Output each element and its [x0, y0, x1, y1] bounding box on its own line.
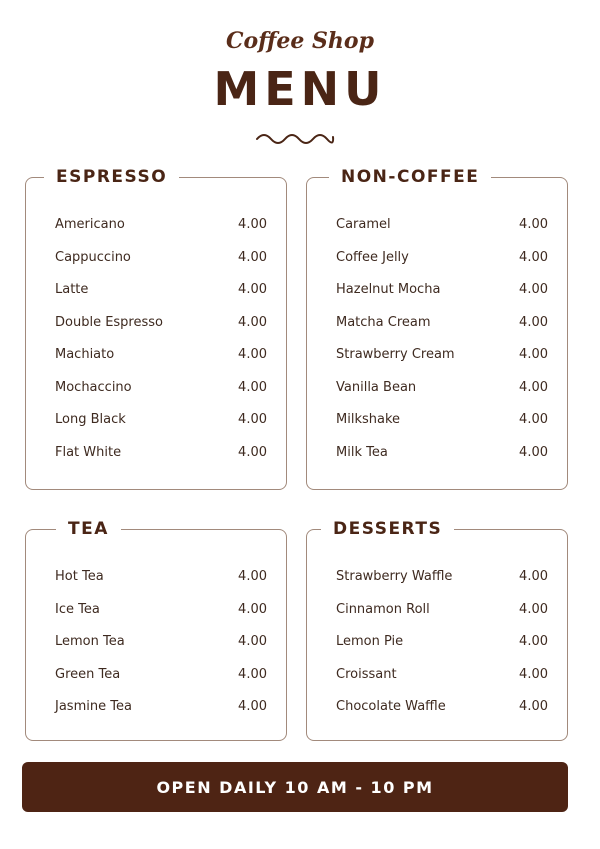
menu-item-name: Lemon Tea [55, 634, 125, 649]
menu-item-name: Latte [55, 282, 89, 297]
menu-item [336, 665, 548, 685]
menu-item [55, 248, 267, 268]
menu-item-name: Cinnamon Roll [336, 601, 430, 617]
menu-item-price: 4.00 [519, 347, 548, 362]
menu-item-name: Machiato [55, 347, 115, 362]
menu-item [55, 665, 267, 685]
menu-item-price: 4.00 [238, 347, 267, 362]
menu-item-price: 4.00 [238, 666, 267, 682]
menu-item-price: 4.00 [519, 601, 548, 617]
menu-item [55, 410, 267, 430]
menu-item-name: Chocolate Waffle [336, 699, 446, 714]
menu-item-name: Strawberry Cream [336, 347, 455, 362]
menu-item-price: 4.00 [238, 569, 267, 584]
menu-item-name: Milk Tea [336, 444, 388, 460]
menu-item-price: 4.00 [238, 249, 267, 265]
menu-item [336, 567, 548, 587]
menu-item [55, 280, 267, 300]
menu-item-name: Strawberry Waffle [336, 569, 453, 584]
menu-item [336, 378, 548, 398]
menu-item-name: Ice Tea [55, 601, 100, 617]
section-desserts [306, 519, 568, 741]
wave-divider-icon [255, 130, 335, 144]
menu-item-name: Lemon Pie [336, 634, 404, 649]
menu-item-price: 4.00 [519, 699, 548, 714]
menu-item-name: Green Tea [55, 666, 121, 682]
menu-item-price: 4.00 [519, 217, 548, 232]
menu-item-name: Flat White [55, 444, 122, 460]
menu-item [55, 632, 267, 652]
menu-item-price: 4.00 [238, 699, 267, 714]
menu-item [55, 313, 267, 333]
menu-item [55, 378, 267, 398]
menu-item [55, 443, 267, 463]
menu-item [336, 313, 548, 333]
menu-item [55, 567, 267, 587]
menu-item-price: 4.00 [519, 314, 548, 330]
menu-item-name: Coffee Jelly [336, 249, 409, 265]
menu-item-price: 4.00 [238, 412, 267, 427]
menu-item [336, 248, 548, 268]
section-title: NON-COFFEE [329, 166, 491, 188]
menu-item-price: 4.00 [238, 314, 267, 330]
menu-item-name: Jasmine Tea [55, 699, 132, 714]
menu-item-price: 4.00 [238, 634, 267, 649]
menu-item [336, 345, 548, 365]
menu-item [336, 410, 548, 430]
section-non-coffee [306, 167, 568, 490]
menu-item-name: Mochaccino [55, 379, 132, 395]
menu-item-name: Long Black [55, 412, 126, 427]
menu-item-price: 4.00 [519, 249, 548, 265]
menu-item [336, 697, 548, 717]
menu-item [336, 443, 548, 463]
menu-item-price: 4.00 [519, 412, 548, 427]
section-title: TEA [56, 518, 121, 540]
menu-item [336, 215, 548, 235]
menu-item-name: Vanilla Bean [336, 379, 417, 395]
menu-item [55, 697, 267, 717]
menu-item-name: Milkshake [336, 412, 401, 427]
opening-hours-banner: OPEN DAILY 10 AM - 10 PM [22, 762, 568, 812]
menu-item-name: Americano [55, 217, 125, 232]
menu-item [55, 345, 267, 365]
menu-item-price: 4.00 [519, 634, 548, 649]
menu-item-price: 4.00 [519, 444, 548, 460]
section-espresso [25, 167, 287, 490]
menu-item-name: Hazelnut Mocha [336, 282, 441, 297]
menu-item-name: Hot Tea [55, 569, 104, 584]
menu-item [336, 632, 548, 652]
menu-item-price: 4.00 [238, 379, 267, 395]
menu-item-name: Croissant [336, 666, 397, 682]
shop-name: Coffee Shop [226, 28, 374, 54]
menu-item [336, 280, 548, 300]
menu-item-price: 4.00 [519, 569, 548, 584]
section-title: ESPRESSO [44, 166, 179, 188]
section-tea [25, 519, 287, 741]
menu-item-price: 4.00 [519, 666, 548, 682]
menu-item-name: Double Espresso [55, 314, 163, 330]
menu-item-name: Matcha Cream [336, 314, 431, 330]
menu-item-price: 4.00 [519, 379, 548, 395]
section-title: DESSERTS [321, 518, 454, 540]
menu-item-price: 4.00 [519, 282, 548, 297]
page-title: MENU [213, 62, 387, 116]
menu-item [336, 600, 548, 620]
menu-item-name: Cappuccino [55, 249, 131, 265]
menu-item-name: Caramel [336, 217, 391, 232]
menu-item-price: 4.00 [238, 282, 267, 297]
menu-item-price: 4.00 [238, 601, 267, 617]
menu-item-price: 4.00 [238, 217, 267, 232]
menu-item [55, 600, 267, 620]
menu-item-price: 4.00 [238, 444, 267, 460]
menu-item [55, 215, 267, 235]
